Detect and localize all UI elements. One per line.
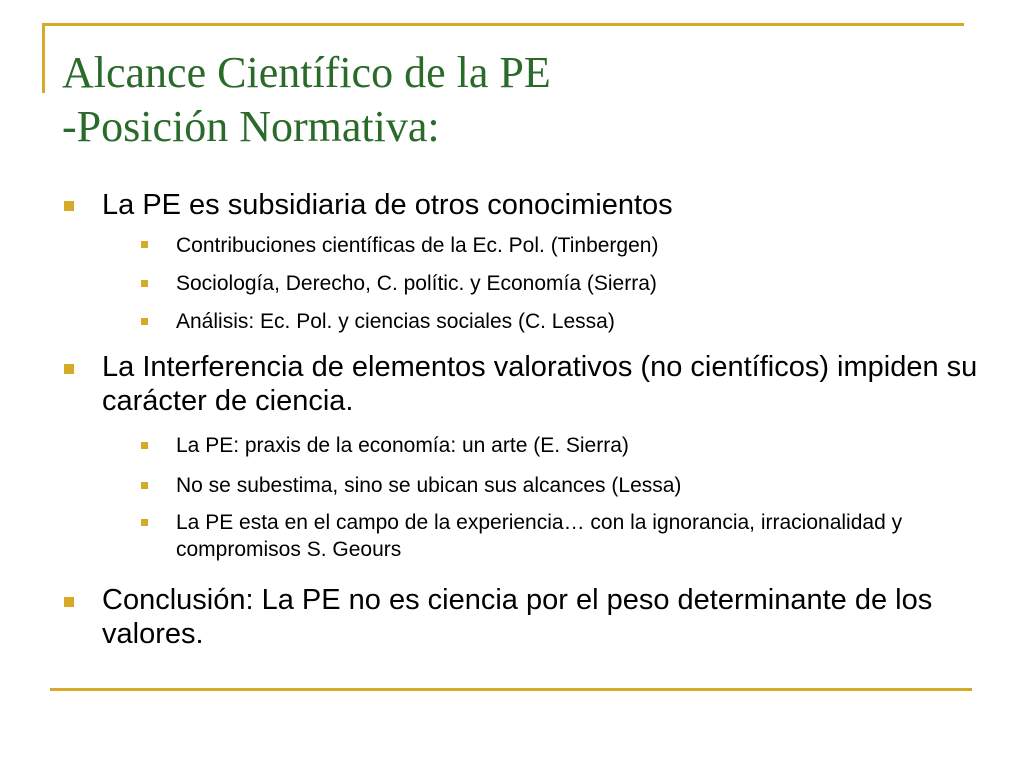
- bullet-square-icon: [64, 364, 74, 374]
- bullet-square-icon: [141, 280, 148, 287]
- sub-bullet-item: La PE esta en el campo de la experiencia… con la ignorancia, irracionalidad y compromisos S. Geours: [176, 511, 903, 561]
- bullet-item: La PE es subsidiaria de otros conocimientos: [102, 189, 673, 221]
- bullet-square-icon: [141, 318, 148, 325]
- sub-bullet-item: Análisis: Ec. Pol. y ciencias sociales (C. Lessa): [176, 310, 615, 333]
- bullet-item: La Interferencia de elementos valorativos (no científicos) impiden su carácter de ciencia.: [102, 351, 978, 417]
- title-line-1: Alcance Científico de la PE: [62, 48, 551, 97]
- bullet-square-icon: [64, 597, 74, 607]
- bullet-square-icon: [141, 519, 148, 526]
- sub-bullet-item: Contribuciones científicas de la Ec. Pol. (Tinbergen): [176, 234, 659, 257]
- title-line-2: -Posición Normativa:: [62, 102, 440, 151]
- bullet-square-icon: [141, 241, 148, 248]
- bullet-square-icon: [141, 482, 148, 489]
- sub-bullet-item: Sociología, Derecho, C. polític. y Economía (Sierra): [176, 272, 657, 295]
- bullet-square-icon: [64, 201, 74, 211]
- bullet-square-icon: [141, 442, 148, 449]
- sub-bullet-item: La PE: praxis de la economía: un arte (E. Sierra): [176, 434, 629, 457]
- sub-bullet-item: No se subestima, sino se ubican sus alcances (Lessa): [176, 474, 682, 497]
- bullet-item: Conclusión: La PE no es ciencia por el peso determinante de los valores.: [102, 584, 933, 650]
